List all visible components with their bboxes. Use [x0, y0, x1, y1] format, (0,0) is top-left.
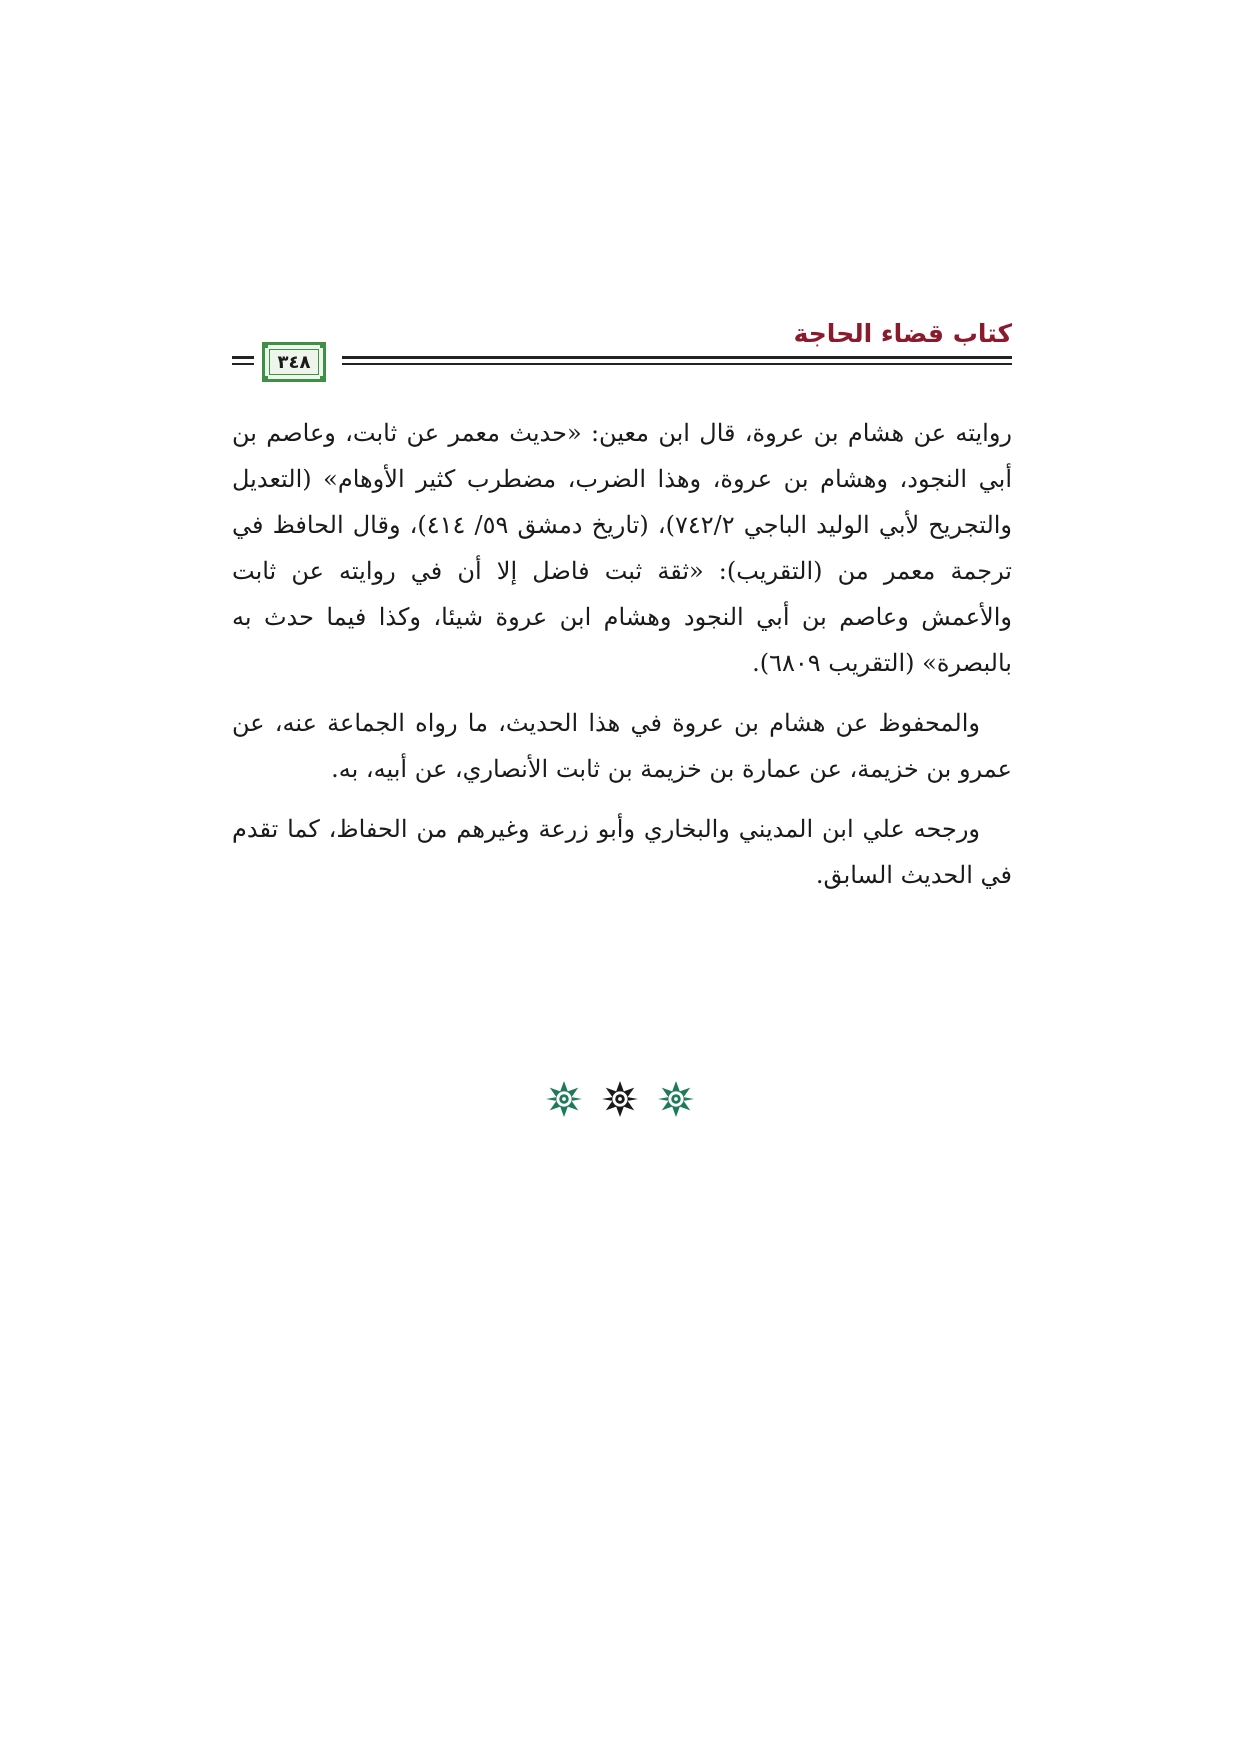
- page-number: ٣٤٨: [269, 349, 319, 375]
- header-rule-left-bottom: [232, 363, 254, 365]
- badge-corner-icon: [262, 376, 268, 382]
- paragraph-1: روايته عن هشام بن عروة، قال ابن معين: «حديث معمر عن ثابت، وعاصم بن أبي النجود، وهشام بن عروة، وهذا الضرب، مضطرب كثير الأوهام» (التعديل والتجريح لأبي الوليد الباجي ٧٤٢/٢)، (تاريخ دمشق ٥٩/ ٤١٤)، وقال الحافظ في ترجمة معمر من (التقريب): «ثقة ثبت فاضل إلا أن في روايته عن ثابت والأعمش وعاصم بن أبي النجود وهشام ابن عروة شيئا، وكذا فيما حدث به بالبصرة» (التقريب ٦٨٠٩).: [232, 419, 1013, 677]
- header-rule-top: [342, 356, 1012, 359]
- section-end-ornaments: [0, 1080, 1240, 1118]
- page-number-badge: [262, 342, 326, 382]
- paragraph-3: ورجحه علي ابن المديني والبخاري وأبو زرعة وغيرهم من الحفاظ، كما تقدم في الحديث السابق.: [232, 815, 1012, 889]
- flower-ornament-icon: [545, 1080, 583, 1118]
- badge-corner-icon: [262, 342, 268, 348]
- page-body: [232, 410, 1012, 912]
- badge-corner-icon: [320, 342, 326, 348]
- page-header: [232, 318, 1012, 390]
- header-rule-left-top: [232, 356, 254, 359]
- flower-ornament-icon: [657, 1080, 695, 1118]
- flower-ornament-icon: [601, 1080, 639, 1118]
- book-title: كتاب قضاء الحاجة: [793, 319, 1012, 348]
- paragraph-2: والمحفوظ عن هشام بن عروة في هذا الحديث، ما رواه الجماعة عنه، عن عمرو بن خزيمة، عن عمارة بن خزيمة بن ثابت الأنصاري، عن أبيه، به.: [232, 709, 1012, 783]
- header-rule-bottom: [342, 363, 1012, 365]
- badge-corner-icon: [320, 376, 326, 382]
